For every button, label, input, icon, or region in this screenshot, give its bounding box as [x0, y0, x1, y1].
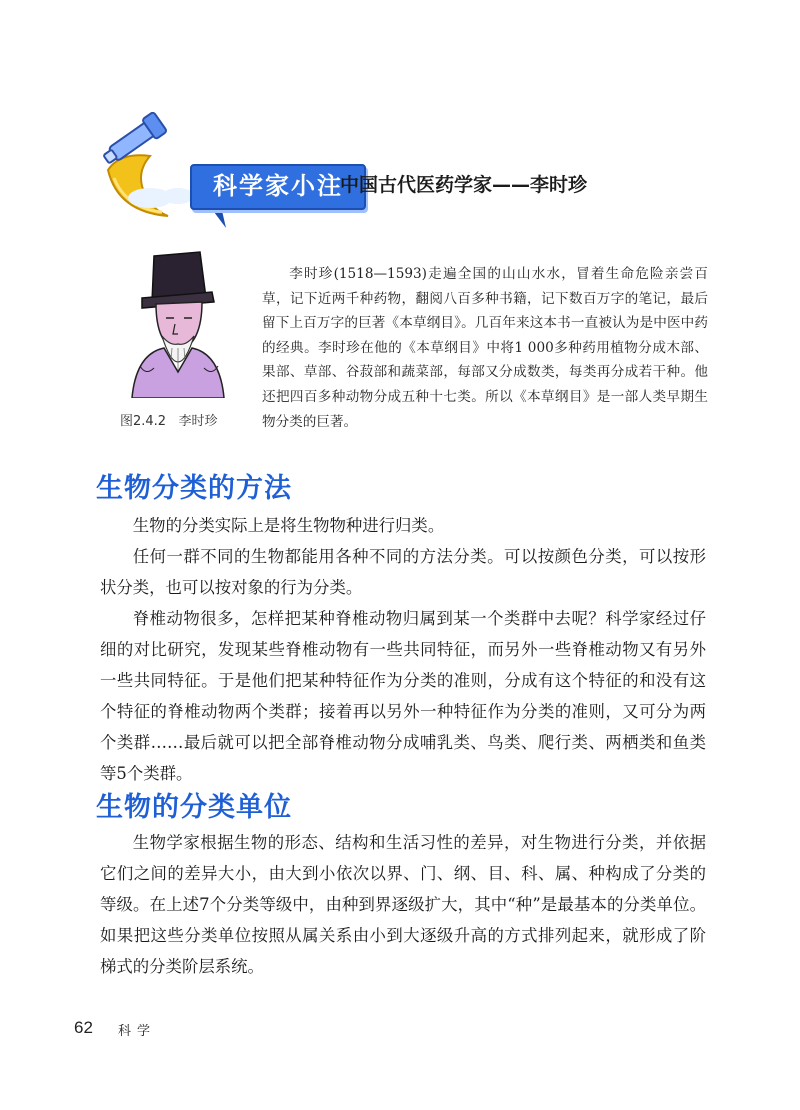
figure-caption: 图2.4.2 李时珍 — [120, 414, 218, 429]
body-paragraph: 任何一群不同的生物都能用各种不同的方法分类。可以按颜色分类，可以按形状分类，也可以按对象的行为分类。 — [100, 547, 706, 597]
page-number: 62 — [74, 1018, 93, 1037]
sidebar-paragraph: 李时珍(1518—1593)走遍全国的山山水水，冒着生命危险亲尝百草，记下近两千种药物，翻阅八百多种书籍，记下数百万字的笔记，最后留下上百万字的巨著《本草纲目》。几百年来这本书一直被认为是中医中药的经典。李时珍在他的《本草纲目》中将1 000多种药用植物分成木部、果部、草部、谷菽部和蔬菜部，每部又分成数类，每类再分成若干种。他还把四百多种动物分成五种十七类。所以《本草纲目》是一部人类早期生物分类的巨著。 — [262, 266, 708, 430]
body-paragraph: 生物学家根据生物的形态、结构和生活习性的差异，对生物进行分类，并依据它们之间的差异大小，由大到小依次以界、门、纲、目、科、属、种构成了分类的等级。在上述7个分类等级中，由种到界逐级扩大，其中“种”是最基本的分类单位。如果把这些分类单位按照从属关系由小到大逐级升高的方式排列起来，就形成了阶梯式的分类阶层系统。 — [100, 833, 706, 976]
sidebar-title: 科学家小注 — [213, 172, 343, 200]
sidebar-subtitle: 中国古代医药学家——李时珍 — [340, 174, 588, 196]
section-heading: 生物分类的方法 — [96, 473, 292, 504]
body-paragraph: 生物的分类实际上是将生物物种进行归类。 — [132, 516, 445, 535]
section-heading: 生物的分类单位 — [96, 792, 292, 823]
page-subject: 科学 — [118, 1024, 157, 1039]
body-paragraph: 脊椎动物很多，怎样把某种脊椎动物归属到某一个类群中去呢？科学家经过仔细的对比研究，发现某些脊椎动物有一些共同特征，而另外一些脊椎动物又有另外一些共同特征。于是他们把某种特征作为分类的准则，分成有这个特征的和没有这个特征的脊椎动物两个类群；接着再以另外一种特征作为分类的准则，又可分为两个类群……最后就可以把全部脊椎动物分成哺乳类、鸟类、爬行类、两栖类和鱼类等5个类群。 — [100, 609, 706, 783]
sidebar-banner — [98, 112, 658, 232]
portrait-li-shizhen-image — [112, 248, 242, 398]
